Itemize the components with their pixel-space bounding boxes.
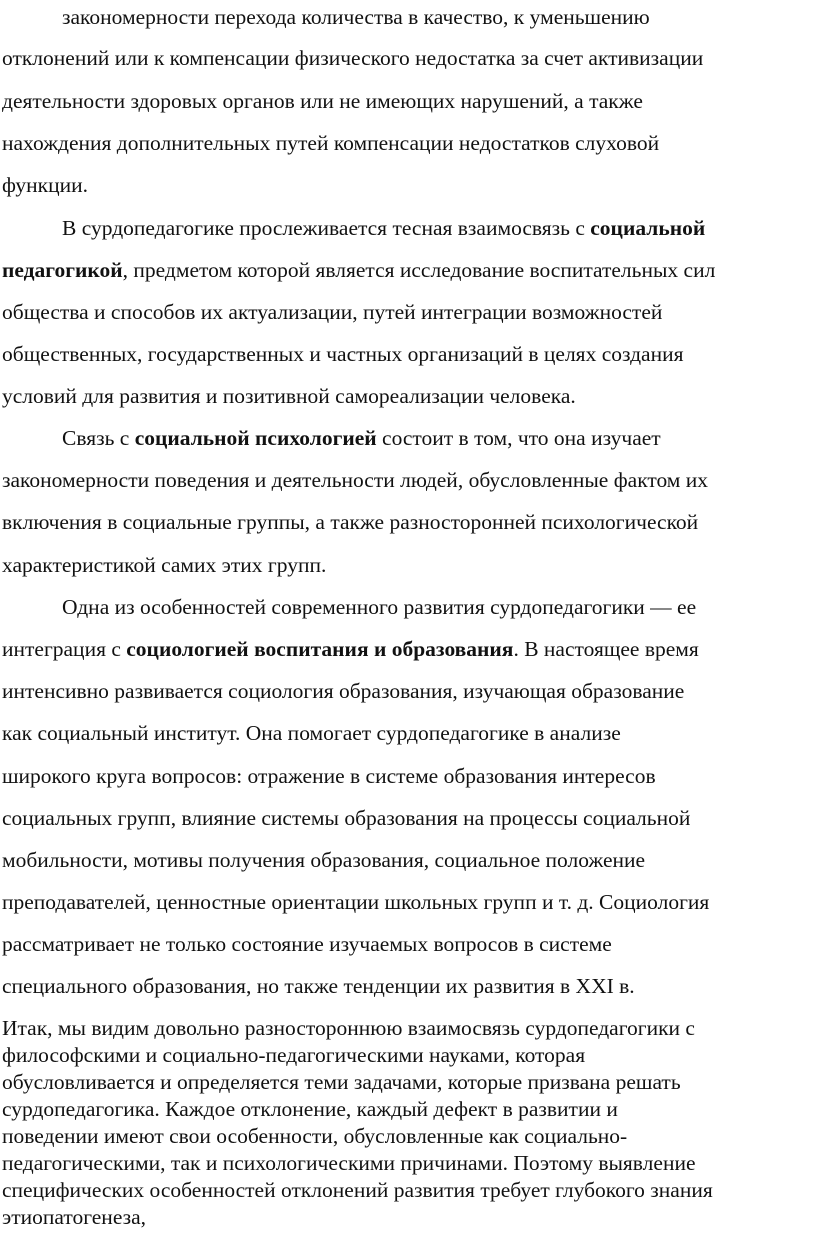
text-segment: специфических особенностей отклонений развития требует глубокого знания [2,1178,713,1202]
text-line [2,509,698,535]
text-segment: В сурдопедагогике прослеживается тесная взаимосвязь с [62,216,591,240]
text-line [2,973,635,999]
text-segment: функции. [2,173,88,197]
text-segment: . В настоящее время [513,637,699,661]
text-segment: социальных групп, влияние системы образования на процессы социальной [2,806,691,830]
text-line [2,1123,627,1149]
text-line [62,4,650,30]
text-line [2,805,690,831]
text-line [2,1042,585,1068]
text-line [2,763,656,789]
text-segment: интеграция с [2,637,127,661]
text-segment: Одна из особенностей современного развития сурдопедагогики — ее [62,595,697,619]
text-line [62,594,696,620]
text-segment: интенсивно развивается социология образования, изучающая образование [2,679,685,703]
text-segment: условий для развития и позитивной самореализации человека. [2,384,576,408]
text-segment: отклонений или к компенсации физического недостатка за счет активизации [2,46,704,70]
text-line [2,720,621,746]
text-segment: педагогическими, так и психологическими причинами. Поэтому выявление [2,1151,696,1175]
text-segment: философскими и социально-педагогическими науками, которая [2,1043,586,1067]
text-segment: этиопатогенеза, [2,1205,147,1229]
text-segment: как социальный институт. Она помогает сурдопедагогике в анализе [2,721,621,745]
text-line [2,383,576,409]
text-segment: характеристикой самих этих групп. [2,553,327,577]
text-segment: мобильности, мотивы получения образования, социальное положение [2,848,646,872]
text-line [2,889,709,915]
text-line [2,1150,696,1176]
text-segment: закономерности поведения и деятельности людей, обусловленные фактом их [2,468,709,492]
text-segment: , предметом которой является исследование воспитательных сил [122,258,716,282]
text-line [2,172,88,198]
text-line [2,130,659,156]
text-segment: Итак, мы видим довольно разностороннюю взаимосвязь сурдопедагогики с [2,1016,695,1040]
text-segment: обусловливается и определяется теми задачами, которые призвана решать [2,1070,681,1094]
text-segment: закономерности перехода количества в качество, к уменьшению [62,5,650,29]
text-line [2,88,643,114]
bold-term: социальной [590,216,706,240]
text-segment: поведении имеют свои особенности, обусловленные как социально- [2,1124,628,1148]
text-segment: рассматривает не только состояние изучаемых вопросов в системе [2,932,612,956]
text-line [2,1015,695,1041]
text-line [2,931,612,957]
text-line [2,257,715,283]
bold-term: социологией воспитания и образования [126,637,514,661]
bold-term: педагогикой [2,258,123,282]
text-line [2,45,703,71]
text-line [2,678,684,704]
text-segment: Связь с [62,426,135,450]
text-segment: преподавателей, ценностные ориентации школьных групп и т. д. Социология [2,890,710,914]
text-line [2,1096,618,1122]
text-segment: широкого круга вопросов: отражение в системе образования интересов [2,764,656,788]
text-line [2,1177,713,1203]
text-segment: общественных, государственных и частных организаций в целях создания [2,342,684,366]
bold-term: социальной психологией [134,426,377,450]
text-segment: включения в социальные группы, а также разносторонней психологической [2,510,699,534]
text-line [62,215,705,241]
text-segment: общества и способов их актуализации, путей интеграции возможностей [2,300,663,324]
text-line [2,552,326,578]
text-line [2,636,699,662]
text-line [2,299,662,325]
text-segment: состоит в том, что она изучает [376,426,661,450]
text-segment: сурдопедагогика. Каждое отклонение, каждый дефект в развитии и [2,1097,618,1121]
text-segment: деятельности здоровых органов или не имеющих нарушений, а также [2,89,643,113]
text-line [62,425,661,451]
text-segment: специального образования, но также тенденции их развития в XXI в. [2,974,635,998]
text-line [2,467,708,493]
text-segment: нахождения дополнительных путей компенсации недостатков слуховой [2,131,660,155]
text-line [2,847,645,873]
text-line [2,341,683,367]
text-line [2,1204,146,1230]
text-line [2,1069,681,1095]
